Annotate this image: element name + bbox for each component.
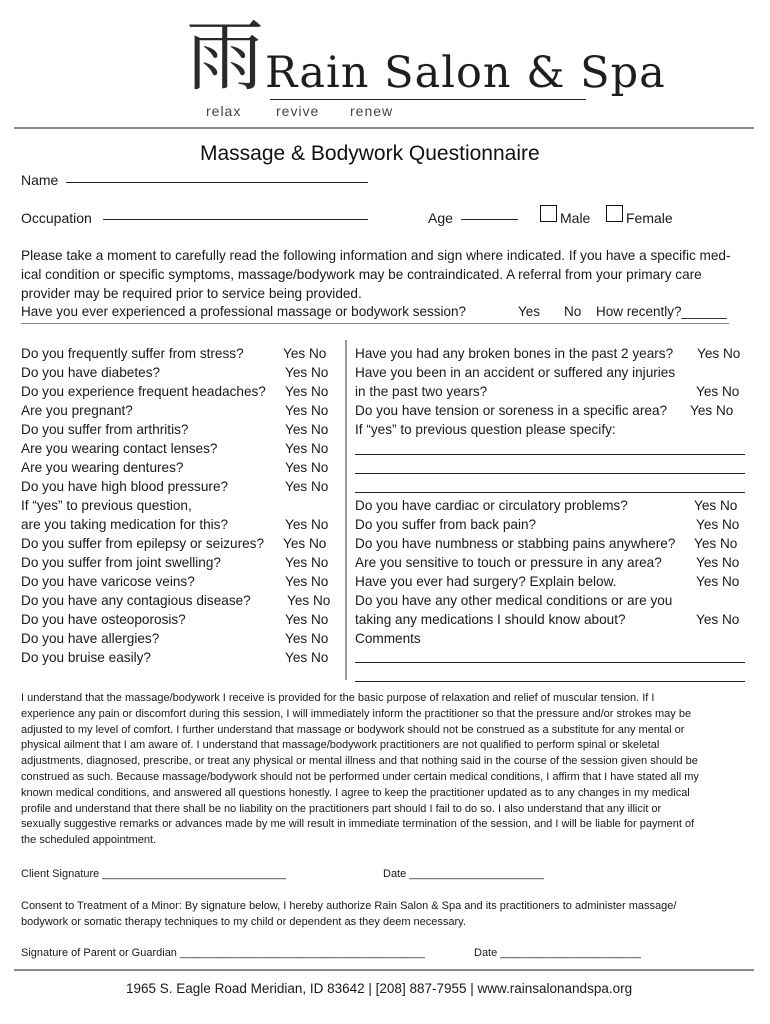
question-varicose-veins: Do you have varicose veins? bbox=[21, 574, 195, 589]
question-cardiac: Do you have cardiac or circulatory problems? bbox=[355, 498, 628, 513]
answer-yes-no[interactable]: Yes No bbox=[285, 612, 329, 627]
legal-line: experience any pain or discomfort during this session, I will immediately inform the practitioner so that the pressure and/or strokes may be bbox=[21, 707, 692, 720]
answer-yes-no[interactable]: Yes No bbox=[283, 346, 327, 361]
legal-line: adjustments, diagnosed, prescribe, or treat any physical or mental illness and that nothing said in the course of the session given should be bbox=[21, 755, 698, 768]
intro-line: ical condition or specific symptoms, massage/bodywork may be contraindicated. A referral from your primary care bbox=[21, 267, 702, 282]
client-signature-field[interactable]: Client Signature ______________________________ bbox=[21, 868, 286, 880]
answer-yes-no[interactable]: Yes No bbox=[285, 460, 329, 475]
question-joint-swelling: Do you suffer from joint swelling? bbox=[21, 555, 221, 570]
answer-yes-no[interactable]: Yes No bbox=[285, 441, 329, 456]
question-bruise: Do you bruise easily? bbox=[21, 650, 151, 665]
answer-yes-no[interactable]: Yes No bbox=[283, 536, 327, 551]
specify-line[interactable] bbox=[355, 454, 745, 455]
brand-underline bbox=[270, 99, 586, 100]
legal-line: known medical conditions, and answered all questions honestly. I agree to keep the practitioner updated as to any changes in my medical bbox=[21, 786, 690, 799]
question-osteoporosis: Do you have osteoporosis? bbox=[21, 612, 186, 627]
legal-line: the scheduled appointment. bbox=[21, 834, 157, 847]
question-diabetes: Do you have diabetes? bbox=[21, 365, 161, 380]
answer-yes-no[interactable]: Yes No bbox=[285, 650, 329, 665]
tagline-revive: revive bbox=[276, 103, 320, 119]
tagline-renew: renew bbox=[350, 103, 394, 119]
intro-paragraph bbox=[21, 246, 731, 303]
question-broken-bones: Have you had any broken bones in the past 2 years? bbox=[355, 346, 674, 361]
question-other-conditions-cont: taking any medications I should know about? bbox=[355, 612, 626, 627]
answer-yes-no[interactable]: Yes No bbox=[696, 384, 740, 399]
legal-line: I understand that the massage/bodywork I receive is provided for the basic purpose of relaxation and relief of muscular tension. If I bbox=[21, 692, 655, 704]
name-field[interactable] bbox=[66, 182, 368, 183]
header-divider bbox=[14, 127, 754, 129]
answer-yes-no[interactable]: Yes No bbox=[696, 517, 740, 532]
client-date-field[interactable]: Date ______________________ bbox=[383, 868, 544, 880]
male-label: Male bbox=[560, 210, 591, 226]
question-headaches: Do you experience frequent headaches? bbox=[21, 384, 266, 399]
question-if-yes: If “yes” to previous question, bbox=[21, 498, 192, 513]
answer-yes-no[interactable]: Yes No bbox=[285, 384, 329, 399]
specify-line[interactable] bbox=[355, 492, 745, 493]
question-accident: Have you been in an accident or suffered any injuries bbox=[355, 365, 676, 380]
experience-yes[interactable]: Yes bbox=[518, 304, 541, 319]
answer-yes-no[interactable]: Yes No bbox=[285, 365, 329, 380]
question-arthritis: Do you suffer from arthritis? bbox=[21, 422, 189, 437]
answer-yes-no[interactable]: Yes No bbox=[285, 555, 329, 570]
question-back-pain: Do you suffer from back pain? bbox=[355, 517, 537, 532]
question-accident-cont: in the past two years? bbox=[355, 384, 488, 399]
question-allergies: Do you have allergies? bbox=[21, 631, 160, 646]
minor-consent-line2: bodywork or somatic therapy techniques to my child or dependent as they deem necessary. bbox=[21, 916, 466, 928]
question-specify: If “yes” to previous question please specify: bbox=[355, 422, 616, 437]
comments-line[interactable] bbox=[355, 681, 745, 682]
rain-logo-glyph: 雨 bbox=[186, 12, 265, 102]
question-numbness: Do you have numbness or stabbing pains anywhere? bbox=[355, 536, 676, 551]
question-stress: Do you frequently suffer from stress? bbox=[21, 346, 244, 361]
minor-consent-line1: Consent to Treatment of a Minor: By signature below, I hereby authorize Rain Salon & Spa and its practitioners to administer massage/ bbox=[21, 900, 677, 912]
brand-name: Rain Salon & Spa bbox=[265, 48, 666, 98]
legal-line: physical ailment that I am aware of. I understand that massage/bodywork practitioners are not qualified to perform spinal or skeletal bbox=[21, 739, 660, 752]
intro-line: provider may be required prior to service being provided. bbox=[21, 286, 362, 301]
female-label: Female bbox=[626, 210, 673, 226]
answer-yes-no[interactable]: Yes No bbox=[285, 574, 329, 589]
male-checkbox[interactable] bbox=[540, 205, 557, 222]
legal-line: sexually suggestive remarks or advances made by me will result in immediate termination of the session, and I will be liable for payment of bbox=[21, 818, 695, 831]
answer-yes-no[interactable]: Yes No bbox=[694, 536, 738, 551]
name-label: Name bbox=[21, 172, 59, 188]
question-sensitive: Are you sensitive to touch or pressure in any area? bbox=[355, 555, 662, 570]
answer-yes-no[interactable]: Yes No bbox=[287, 593, 331, 608]
question-blood-pressure: Do you have high blood pressure? bbox=[21, 479, 229, 494]
intro-line: Please take a moment to carefully read the following information and sign where indicated. If you have a specific med- bbox=[21, 248, 731, 263]
column-divider bbox=[345, 340, 347, 680]
question-medication: are you taking medication for this? bbox=[21, 517, 229, 532]
age-field[interactable] bbox=[461, 219, 518, 220]
tagline-relax: relax bbox=[206, 103, 242, 119]
experience-no[interactable]: No bbox=[564, 304, 582, 319]
question-surgery: Have you ever had surgery? Explain below. bbox=[355, 574, 617, 589]
question-contact-lenses: Are you wearing contact lenses? bbox=[21, 441, 218, 456]
answer-yes-no[interactable]: Yes No bbox=[696, 612, 740, 627]
form-title: Massage & Bodywork Questionnaire bbox=[200, 142, 540, 165]
guardian-date-field[interactable]: Date _______________________ bbox=[474, 947, 641, 959]
question-epilepsy: Do you suffer from epilepsy or seizures? bbox=[21, 536, 265, 551]
occupation-label: Occupation bbox=[21, 210, 92, 226]
occupation-field[interactable] bbox=[103, 219, 368, 220]
female-checkbox[interactable] bbox=[606, 205, 623, 222]
answer-yes-no[interactable]: Yes No bbox=[690, 403, 734, 418]
legal-disclaimer bbox=[21, 691, 699, 849]
question-tension: Do you have tension or soreness in a specific area? bbox=[355, 403, 668, 418]
question-contagious: Do you have any contagious disease? bbox=[21, 593, 251, 608]
comments-label: Comments bbox=[355, 631, 421, 646]
question-pregnant: Are you pregnant? bbox=[21, 403, 133, 418]
answer-yes-no[interactable]: Yes No bbox=[285, 422, 329, 437]
answer-yes-no[interactable]: Yes No bbox=[697, 346, 741, 361]
footer-address: 1965 S. Eagle Road Meridian, ID 83642 | [208] 887-7955 | www.rainsalonandspa.org bbox=[126, 981, 633, 996]
comments-line[interactable] bbox=[355, 662, 745, 663]
answer-yes-no[interactable]: Yes No bbox=[696, 574, 740, 589]
answer-yes-no[interactable]: Yes No bbox=[285, 403, 329, 418]
specify-line[interactable] bbox=[355, 473, 745, 474]
answer-yes-no[interactable]: Yes No bbox=[285, 631, 329, 646]
age-label: Age bbox=[428, 210, 453, 226]
experience-question: Have you ever experienced a professional massage or bodywork session? bbox=[21, 304, 466, 319]
legal-line: adjusted to my level of comfort. I further understand that massage or bodywork should not be construed as a substitute for any mental or bbox=[21, 723, 685, 736]
answer-yes-no[interactable]: Yes No bbox=[285, 517, 329, 532]
answer-yes-no[interactable]: Yes No bbox=[696, 555, 740, 570]
answer-yes-no[interactable]: Yes No bbox=[285, 479, 329, 494]
legal-line: construed as such. Because massage/bodywork should not be performed under certain medical conditions, I affirm that I have stated all my bbox=[21, 770, 699, 783]
how-recently-field[interactable]: How recently?______ bbox=[596, 304, 727, 319]
intro-divider bbox=[21, 323, 729, 324]
legal-line: profile and understand that there shall be no liability on the practitioners part should I fail to do so. I also understand that any illicit or bbox=[21, 802, 662, 815]
question-dentures: Are you wearing dentures? bbox=[21, 460, 184, 475]
answer-yes-no[interactable]: Yes No bbox=[694, 498, 738, 513]
question-other-conditions: Do you have any other medical conditions or are you bbox=[355, 593, 673, 608]
guardian-signature-field[interactable]: Signature of Parent or Guardian ________________________________________ bbox=[21, 947, 425, 959]
footer-divider bbox=[14, 969, 754, 971]
